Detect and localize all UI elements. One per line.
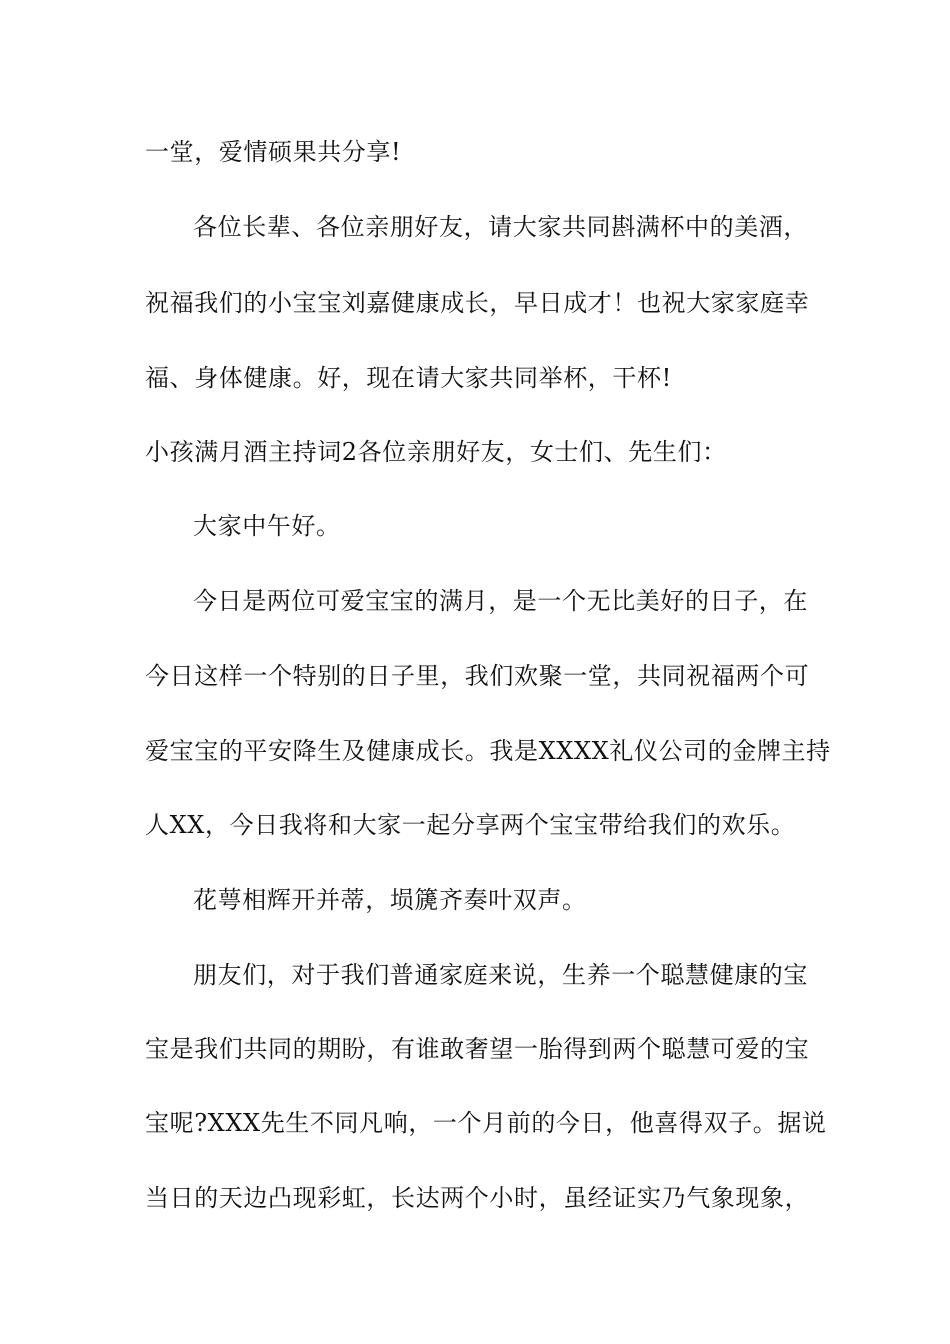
- section-heading-line: 小孩满月酒主持词2各位亲朋好友，女士们、先生们：: [145, 438, 727, 466]
- text-line: 爱宝宝的平安降生及健康成长。我是XXXX礼仪公司的金牌主持: [145, 737, 831, 765]
- text-line: 朋友们，对于我们普通家庭来说，生养一个聪慧健康的宝: [193, 961, 808, 989]
- text-line: 人XX，今日我将和大家一起分享两个宝宝带给我们的欢乐。: [145, 811, 796, 839]
- text-line: 福、身体健康。好，现在请大家共同举杯，干杯!: [145, 364, 672, 392]
- text-line: 大家中午好。: [193, 512, 341, 540]
- text-line: 各位长辈、各位亲朋好友，请大家共同斟满杯中的美酒，: [193, 213, 808, 241]
- text-line: 花萼相辉开并蒂，埙篪齐奏叶双声。: [193, 886, 587, 914]
- text-line: 祝福我们的小宝宝刘嘉健康成长，早日成才！也祝大家家庭幸: [145, 289, 810, 317]
- text-line: 宝是我们共同的期盼，有谁敢奢望一胎得到两个聪慧可爱的宝: [145, 1035, 810, 1063]
- text-line: 今日这样一个特别的日子里，我们欢聚一堂，共同祝福两个可: [145, 662, 810, 690]
- text-line: 宝呢?XXX先生不同凡响，一个月前的今日，他喜得双子。据说: [145, 1109, 827, 1137]
- text-line: 今日是两位可爱宝宝的满月，是一个无比美好的日子，在: [193, 587, 808, 615]
- text-line: 当日的天边凸现彩虹，长达两个小时，虽经证实乃气象现象，: [145, 1184, 810, 1212]
- text-line: 一堂，爱情硕果共分享!: [145, 138, 402, 166]
